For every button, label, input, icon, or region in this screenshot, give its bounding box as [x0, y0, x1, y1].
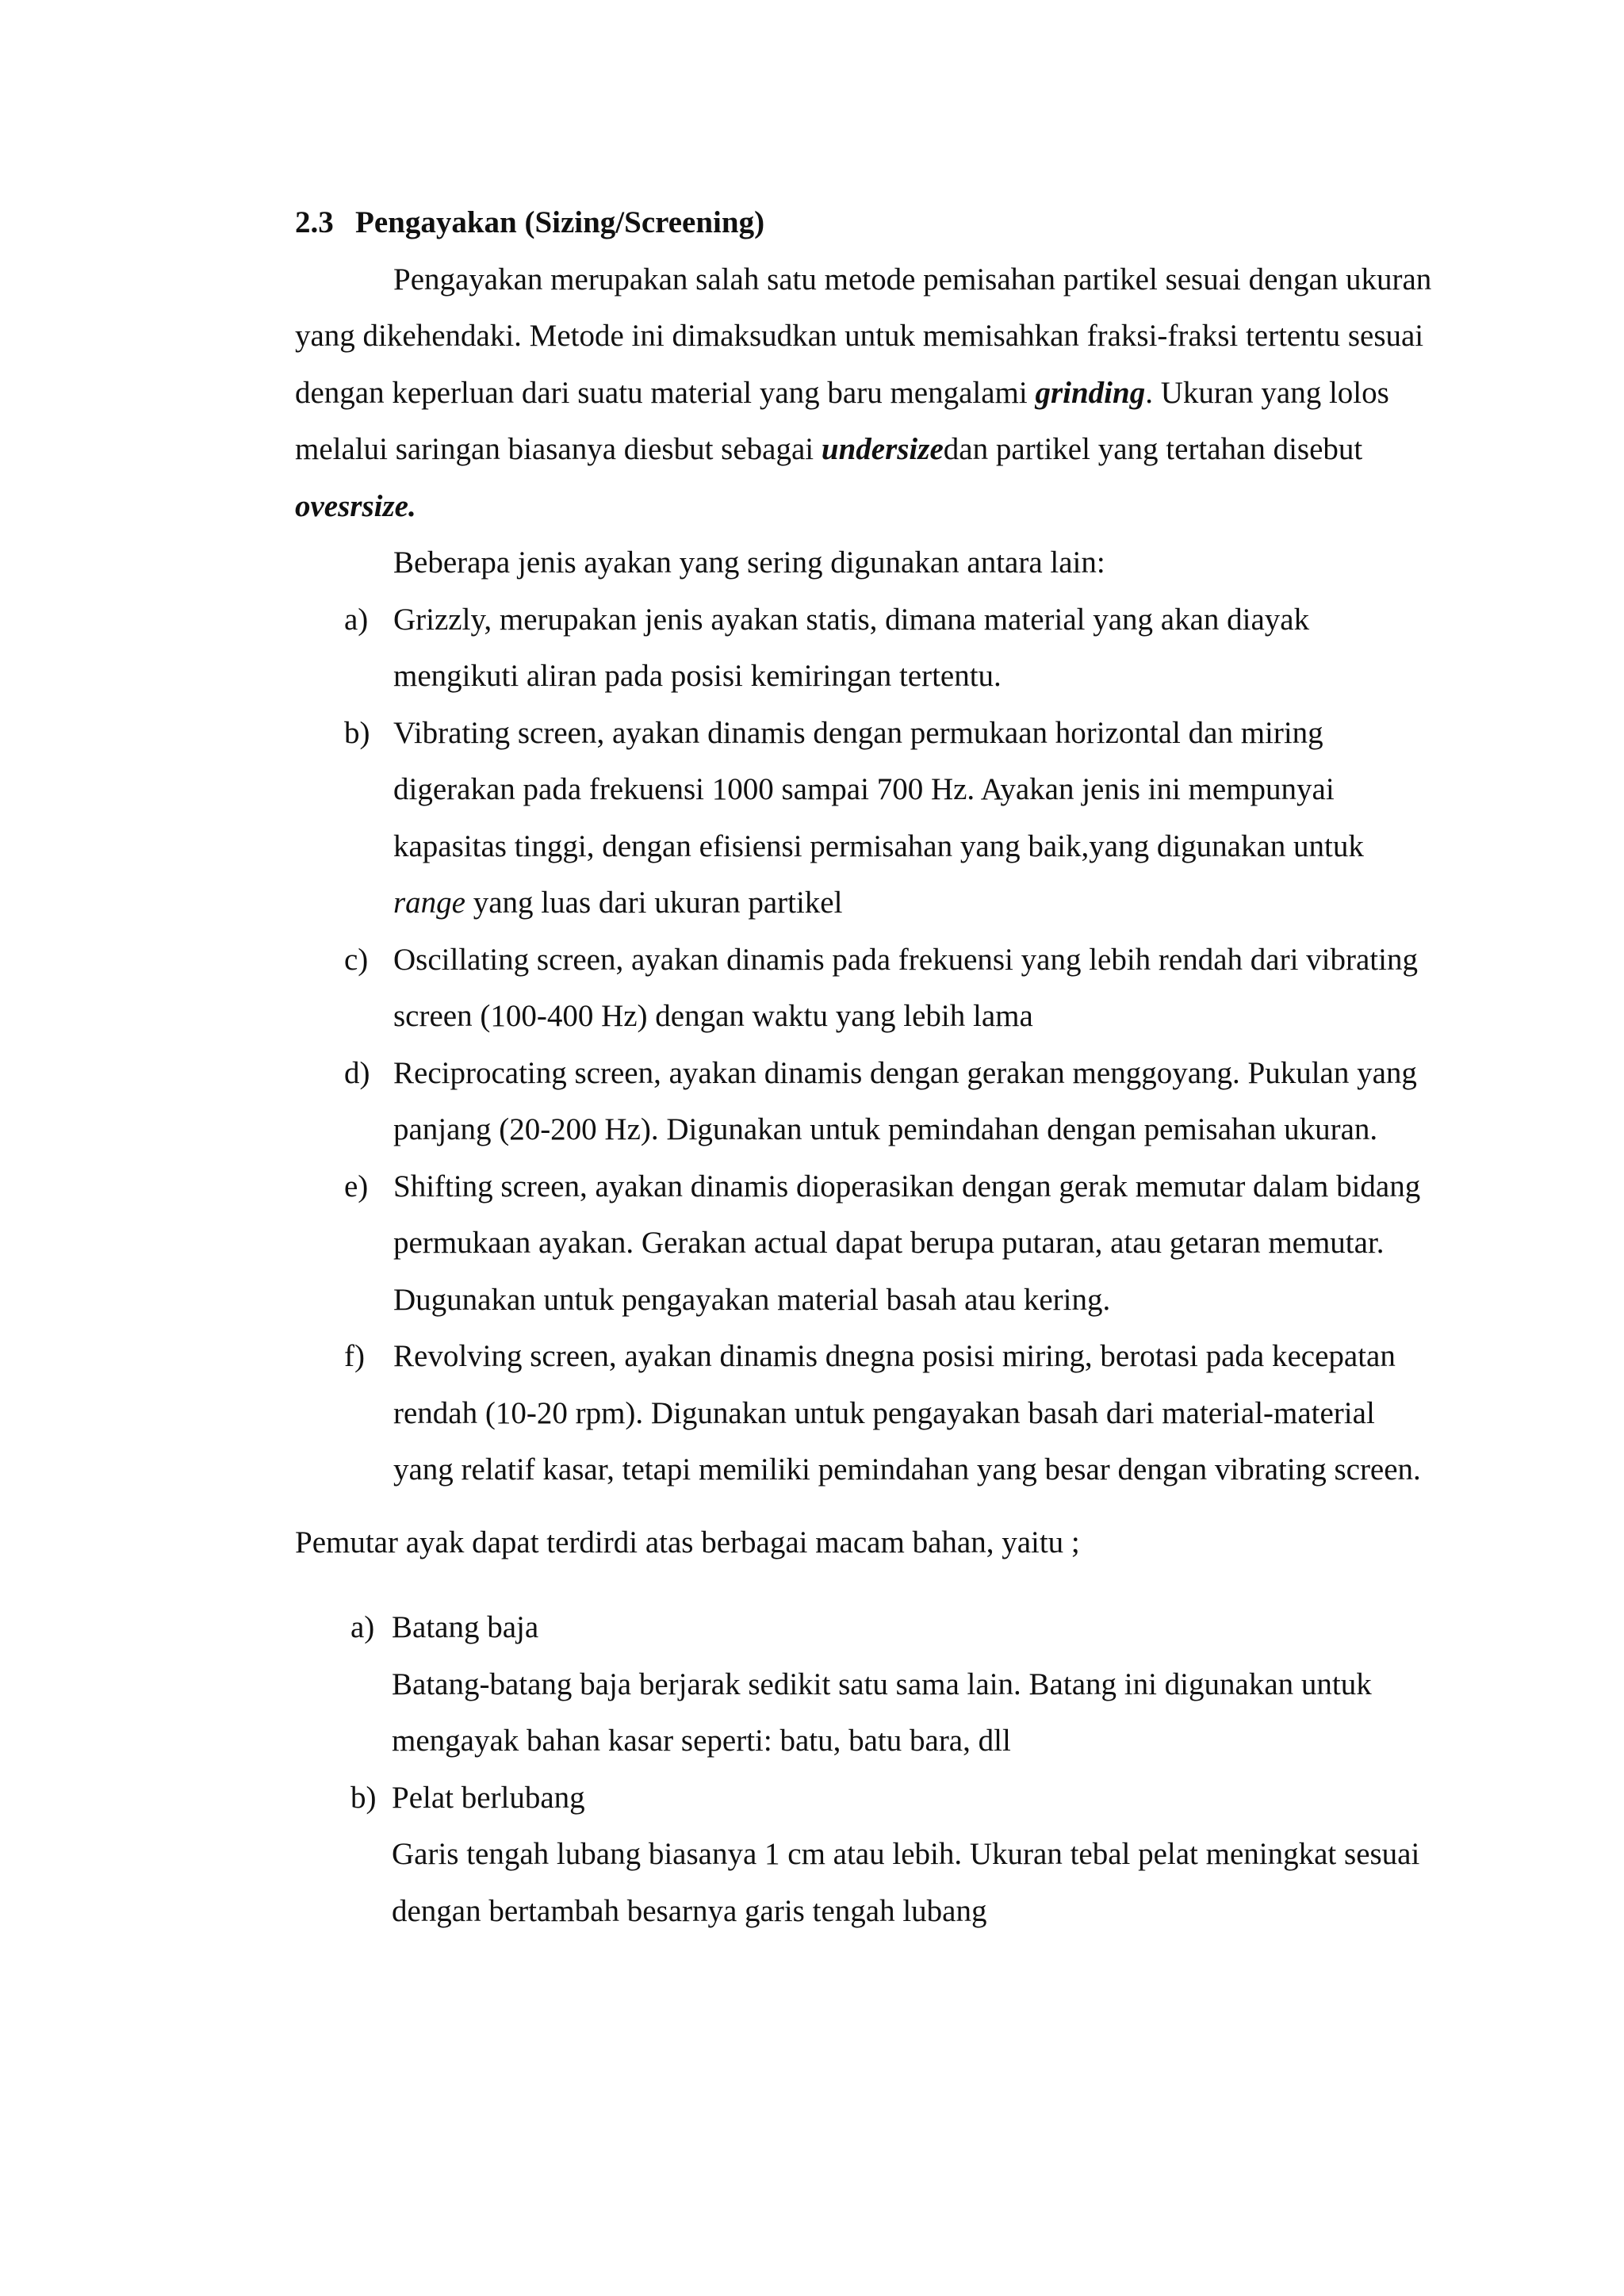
list-marker: b): [344, 715, 370, 750]
list-item-text: Grizzly, merupakan jenis ayakan statis, dimana material yang akan diayak mengikuti aliran pada posisi kemiringan tertentu.: [393, 602, 1310, 693]
material-item: [295, 1599, 1437, 1770]
material-description: Batang-batang baja berjarak sedikit satu sama lain. Batang ini digunakan untuk mengayak bahan kasar seperti: batu, batu bara, dll: [392, 1667, 1372, 1758]
list-item: [295, 1158, 1437, 1329]
intro-text-1: Pengayakan merupakan salah satu metode pemisahan partikel sesuai dengan ukuran yang dikehendaki. Metode ini dimaksudkan untuk memisahkan fraksi-fraksi tertentu sesuai dengan keperluan dari suatu material yang baru mengalami: [295, 262, 1432, 410]
list-item: [295, 591, 1437, 705]
material-description: Garis tengah lubang biasanya 1 cm atau lebih. Ukuran tebal pelat meningkat sesuai dengan bertambah besarnya garis tengah lubang: [392, 1837, 1420, 1928]
material-marker: b): [350, 1780, 377, 1815]
list-item-text: Revolving screen, ayakan dinamis dnegna posisi miring, berotasi pada kecepatan rendah (10-20 rpm). Digunakan untuk pengayakan basah dari material-material yang relatif kasar, tetapi memiliki pemindahan yang besar dengan vibrating screen.: [393, 1339, 1421, 1487]
section-number: 2.3: [295, 205, 334, 239]
list-item-text: Vibrating screen, ayakan dinamis dengan permukaan horizontal dan miring digerakan pada frekuensi 1000 sampai 700 Hz. Ayakan jenis ini mempunyai kapasitas tinggi, dengan efisiensi permisahan yang baik,yang digunakan untuk: [393, 715, 1364, 863]
materials-intro: Pemutar ayak dapat terdirdi atas berbagai macam bahan, yaitu ;: [295, 1525, 1080, 1559]
intro-term-oversize: ovesrsize.: [295, 488, 416, 523]
materials-list: [295, 1599, 1437, 1939]
intro-term-grinding: grinding: [1035, 375, 1146, 410]
list-item-term-range: range: [393, 886, 465, 920]
list-item-text: Shifting screen, ayakan dinamis dioperasikan dengan gerak memutar dalam bidang permukaan ayakan. Gerakan actual dapat berupa putaran, atau getaran memutar. Dugunakan untuk pengayakan material basah atau kering.: [393, 1169, 1421, 1317]
material-marker: a): [350, 1610, 375, 1644]
material-item: [295, 1770, 1437, 1940]
section-title: Pengayakan (Sizing/Screening): [355, 205, 765, 239]
intro-text-3: dan partikel yang tertahan disebut: [943, 432, 1363, 466]
list-item-text-tail: yang luas dari ukuran partikel: [465, 886, 843, 920]
section-heading: [295, 194, 1437, 251]
list-item: [295, 1328, 1437, 1498]
screen-types-list: [295, 591, 1437, 1498]
list-item: [295, 932, 1437, 1045]
list-marker: f): [344, 1339, 365, 1373]
material-name: Batang baja: [392, 1610, 539, 1644]
page-content: [295, 194, 1437, 1939]
list-item: [295, 1045, 1437, 1158]
list-item-text: Reciprocating screen, ayakan dinamis dengan gerakan menggoyang. Pukulan yang panjang (20-200 Hz). Digunakan untuk pemindahan dengan pemisahan ukuran.: [393, 1055, 1417, 1146]
list-marker: a): [344, 602, 369, 637]
list-marker: c): [344, 942, 369, 977]
list-item-text: Oscillating screen, ayakan dinamis pada frekuensi yang lebih rendah dari vibrating screen (100-400 Hz) dengan waktu yang lebih lama: [393, 942, 1418, 1033]
material-name: Pelat berlubang: [392, 1780, 585, 1815]
list-item: [295, 705, 1437, 932]
list-marker: d): [344, 1055, 370, 1090]
intro-paragraph: [295, 251, 1437, 535]
intro-text-2: . Ukuran yang lolos melalui saringan biasanya diesbut sebagai: [295, 375, 1389, 466]
types-intro: Beberapa jenis ayakan yang sering digunakan antara lain:: [393, 545, 1105, 580]
list-marker: e): [344, 1169, 369, 1203]
intro-term-undersize: undersize: [821, 432, 944, 466]
